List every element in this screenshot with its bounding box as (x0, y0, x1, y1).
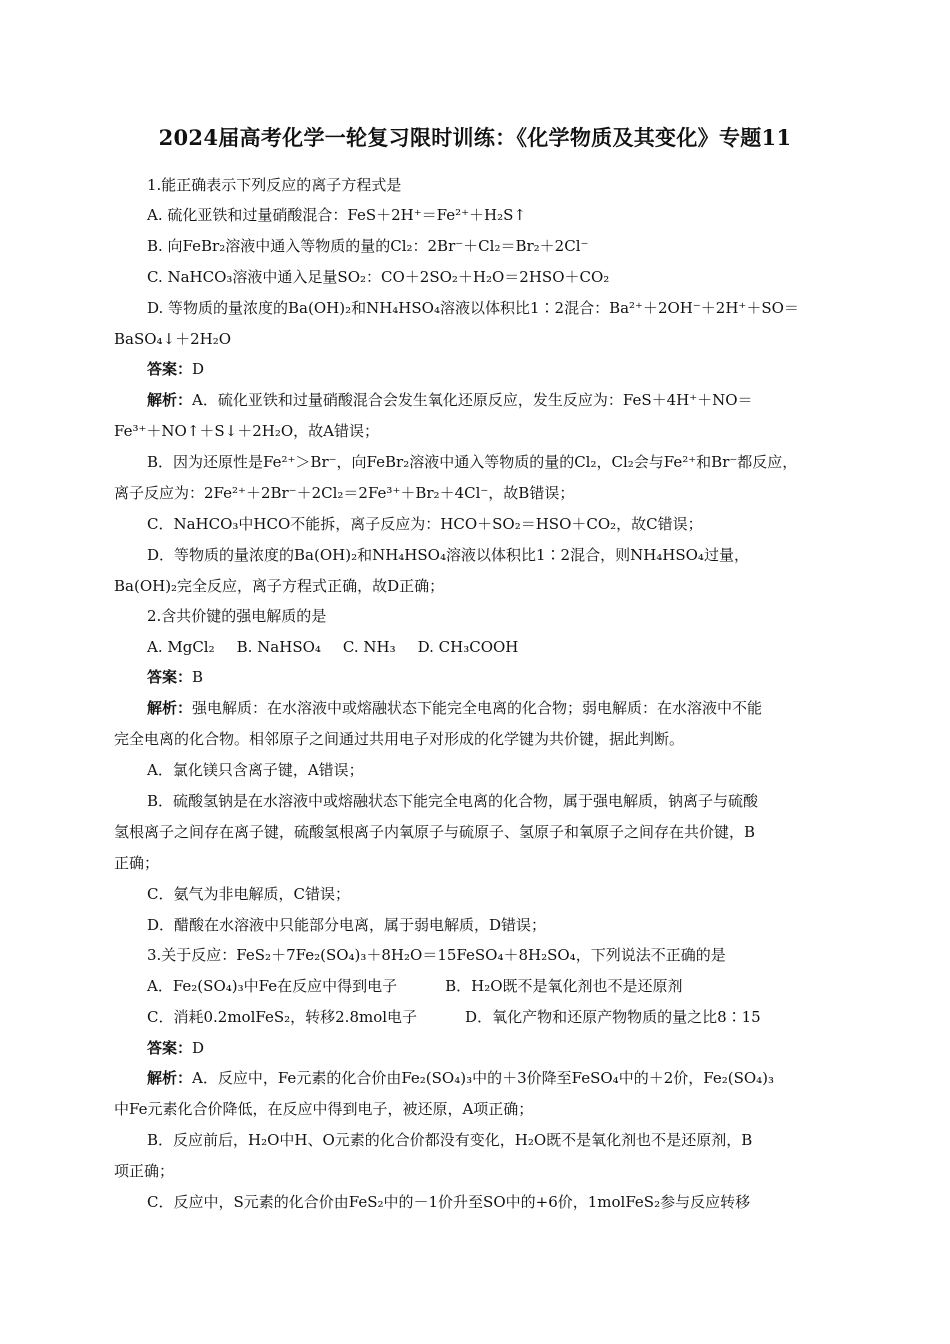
q3-answer (147, 1038, 204, 1058)
q1-option-a: A. 硫化亚铁和过量硝酸混合：FeS＋2H⁺＝Fe²⁺＋H₂S↑ (147, 206, 526, 224)
q1-stem: 1.能正确表示下列反应的离子方程式是 (147, 176, 402, 194)
q2-analysis-a: A．氯化镁只含离子键，A错误； (147, 761, 364, 779)
q1-analysis-b-cont: 离子反应为：2Fe²⁺＋2Br⁻＋2Cl₂＝2Fe³⁺＋Br₂＋4Cl⁻，故B错误； (114, 484, 575, 502)
q1-analysis-d-cont: Ba(OH)₂完全反应，离子方程式正确，故D正确； (114, 577, 445, 595)
analysis-label: 解析： (147, 699, 193, 717)
document-title: 2024届高考化学一轮复习限时训练：《化学物质及其变化》专题11 (158, 125, 792, 150)
q1-answer (147, 359, 204, 379)
q3-option-d: D．氧化产物和还原产物物质的量之比8∶15 (465, 1008, 761, 1026)
answer-label: 答案： (147, 1039, 193, 1057)
q1-analysis-d: D．等物质的量浓度的Ba(OH)₂和NH₄HSO₄溶液以体积比1∶2混合，则NH₄HSO₄过量， (147, 546, 749, 564)
q3-option-b: B．H₂O既不是氧化剂也不是还原剂 (445, 977, 683, 995)
q2-analysis-d: D．醋酸在水溶液中只能部分电离，属于弱电解质，D错误； (147, 916, 547, 934)
q2-option-c: C. NH₃ (342, 638, 396, 656)
q1-analysis-a-text: A．硫化亚铁和过量硝酸混合会发生氧化还原反应，发生反应为：FeS＋4H⁺＋NO＝ (192, 391, 753, 409)
q1-answer-value: D (192, 360, 205, 378)
q2-option-a: A. MgCl₂ (147, 638, 215, 656)
q1-analysis-c: C．NaHCO₃中HCO不能拆，离子反应为：HCO＋SO₂＝HSO＋CO₂，故C错误； (147, 515, 703, 533)
q1-analysis-b: B．因为还原性是Fe²⁺＞Br⁻，向FeBr₂溶液中通入等物质的量的Cl₂，Cl₂会与Fe²⁺和Br⁻都反应， (147, 453, 798, 471)
q2-analysis-intro-text: 强电解质：在水溶液中或熔融状态下能完全电离的化合物；弱电解质：在水溶液中不能 (192, 699, 763, 717)
analysis-label: 解析： (147, 1069, 193, 1087)
q3-analysis-b: B．反应前后，H₂O中H、O元素的化合价都没有变化，H₂O既不是氧化剂也不是还原剂，B (147, 1131, 753, 1149)
q3-analysis-b-cont: 项正确； (114, 1162, 175, 1180)
q2-analysis-b-cont: 氢根离子之间存在离子键，硫酸氢根离子内氧原子与硫原子、氢原子和氧原子之间存在共价键，B (114, 823, 756, 841)
q3-options-ab (147, 976, 683, 996)
q2-analysis-b-cont2: 正确； (114, 854, 160, 872)
answer-label: 答案： (147, 360, 193, 378)
q1-analysis-a (147, 390, 753, 410)
q2-answer-value: B (192, 668, 204, 686)
q3-analysis-a (147, 1068, 774, 1088)
q2-analysis-intro (147, 698, 762, 718)
q3-option-a: A．Fe₂(SO₄)₃中Fe在反应中得到电子 (147, 977, 398, 995)
q2-option-b: B. NaHSO₄ (236, 638, 321, 656)
q3-analysis-a-cont: 中Fe元素化合价降低，在反应中得到电子，被还原，A项正确； (114, 1100, 534, 1118)
q2-option-d: D. CH₃COOH (417, 638, 519, 656)
q3-stem: 3.关于反应：FeS₂＋7Fe₂(SO₄)₃＋8H₂O＝15FeSO₄＋8H₂SO₄，下列说法不正确的是 (147, 946, 726, 964)
q2-analysis-c: C．氨气为非电解质，C错误； (147, 885, 350, 903)
q3-answer-value: D (192, 1039, 205, 1057)
q2-stem: 2.含共价键的强电解质的是 (147, 607, 327, 625)
q3-options-cd (147, 1007, 761, 1027)
analysis-label: 解析： (147, 391, 193, 409)
answer-label: 答案： (147, 668, 193, 686)
q1-analysis-a-cont: Fe³⁺＋NO↑＋S↓＋2H₂O，故A错误； (114, 422, 379, 440)
q3-option-c: C．消耗0.2molFeS₂，转移2.8mol电子 (147, 1008, 418, 1026)
q1-option-d: D. 等物质的量浓度的Ba(OH)₂和NH₄HSO₄溶液以体积比1∶2混合：Ba²⁺＋2OH⁻＋2H⁺＋SO＝ (147, 299, 799, 317)
q2-analysis-b: B．硫酸氢钠是在水溶液中或熔融状态下能完全电离的化合物，属于强电解质，钠离子与硫酸 (147, 792, 759, 810)
q1-option-d-cont: BaSO₄↓＋2H₂O (114, 330, 232, 348)
q1-option-c: C. NaHCO₃溶液中通入足量SO₂：CO＋2SO₂＋H₂O＝2HSO＋CO₂ (147, 268, 610, 286)
q3-analysis-c: C．反应中，S元素的化合价由FeS₂中的－1价升至SO中的+6价，1molFeS₂参与反应转移 (147, 1193, 751, 1211)
q2-analysis-intro-cont: 完全电离的化合物。相邻原子之间通过共用电子对形成的化学键为共价键，据此判断。 (114, 730, 685, 748)
q2-options (147, 637, 518, 657)
q2-answer (147, 667, 203, 687)
q1-option-b: B. 向FeBr₂溶液中通入等物质的量的Cl₂：2Br⁻＋Cl₂＝Br₂＋2Cl⁻ (147, 237, 589, 255)
q3-analysis-a-text: A．反应中，Fe元素的化合价由Fe₂(SO₄)₃中的＋3价降至FeSO₄中的＋2价，Fe₂(SO₄)₃ (192, 1069, 775, 1087)
